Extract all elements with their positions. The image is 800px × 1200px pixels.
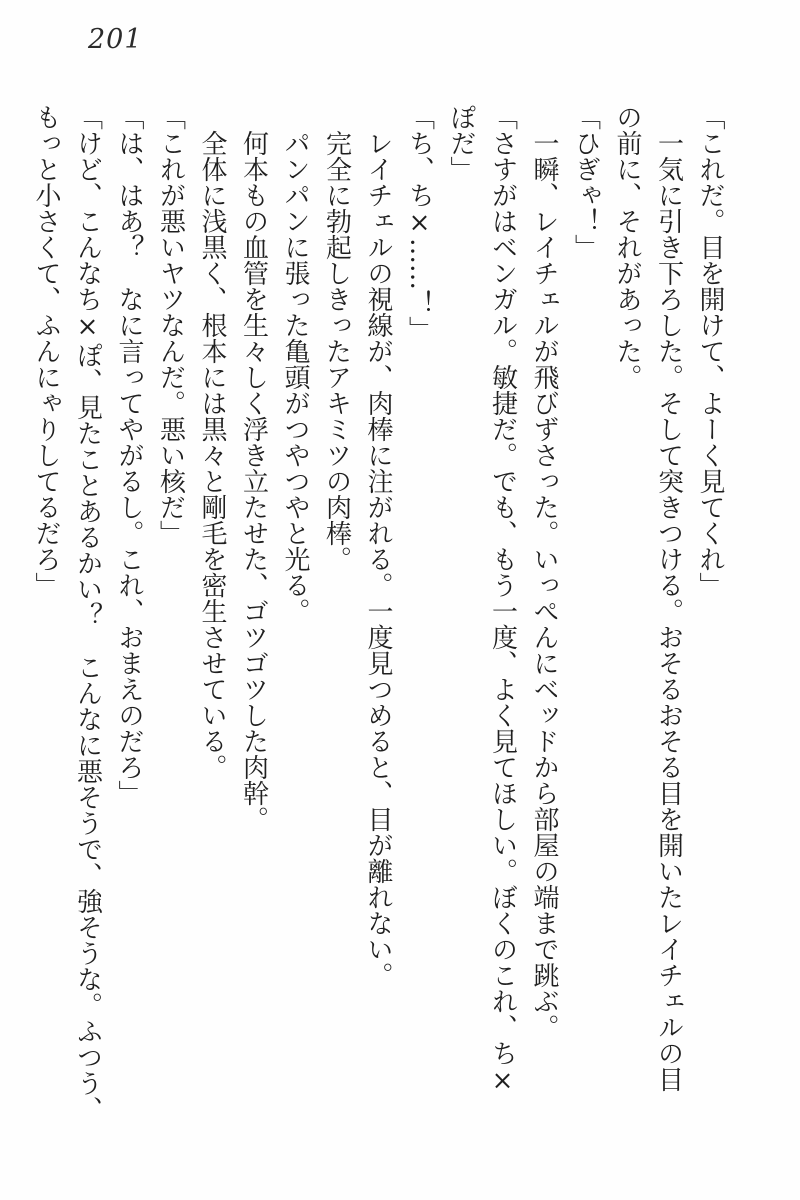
text-column: 全体に浅黒く、根本には黒々と剛毛を密生させている。 (197, 130, 227, 780)
page-text (25, 104, 731, 1154)
text-column: の前に、それがあった。 (612, 104, 642, 390)
text-column: 「ひぎゃ！」 (570, 104, 601, 260)
text-column: ぽだ」 (446, 104, 476, 182)
text-column: 何本もの血管を生々しく浮き立たせた、ゴツゴツした肉幹。 (238, 130, 269, 832)
text-column: 一瞬、レイチェルが飛びずさった。いっぺんにベッドから部屋の端まで跳ぶ。 (529, 130, 559, 1040)
text-column: 「ち、ち×……！」 (404, 104, 435, 342)
text-column: レイチェルの視線が、肉棒に注がれる。一度見つめると、目が離れない。 (363, 130, 393, 988)
text-column: パンパンに張った亀頭がつやつやと光る。 (280, 130, 310, 624)
page-number: 201 (88, 24, 143, 55)
text-column: 「は、はあ？ なに言ってやがるし。これ、おまえのだろ」 (114, 104, 144, 806)
text-column: 「けど、こんなち×ぽ、見たことあるかい？ こんなに悪そうで、強そうな。ふつう、 (72, 104, 103, 1122)
text-column: 「これが悪いヤツなんだ。悪い核だ」 (155, 104, 186, 546)
text-column: 「これだ。目を開けて、よーく見てくれ」 (695, 104, 725, 598)
text-column: 一気に引き下ろした。そして突きつける。おそるおそる目を開いたレイチェルの目 (653, 130, 684, 1092)
text-column: 完全に勃起しきったアキミツの肉棒。 (321, 130, 352, 572)
text-column: 「さすがはベンガル。敏捷だ。でも、もう一度、よく見てほしい。ぼくのこれ、ち× (487, 104, 518, 1096)
text-column: もっと小さくて、ふんにゃりしてるだろ」 (31, 104, 61, 598)
